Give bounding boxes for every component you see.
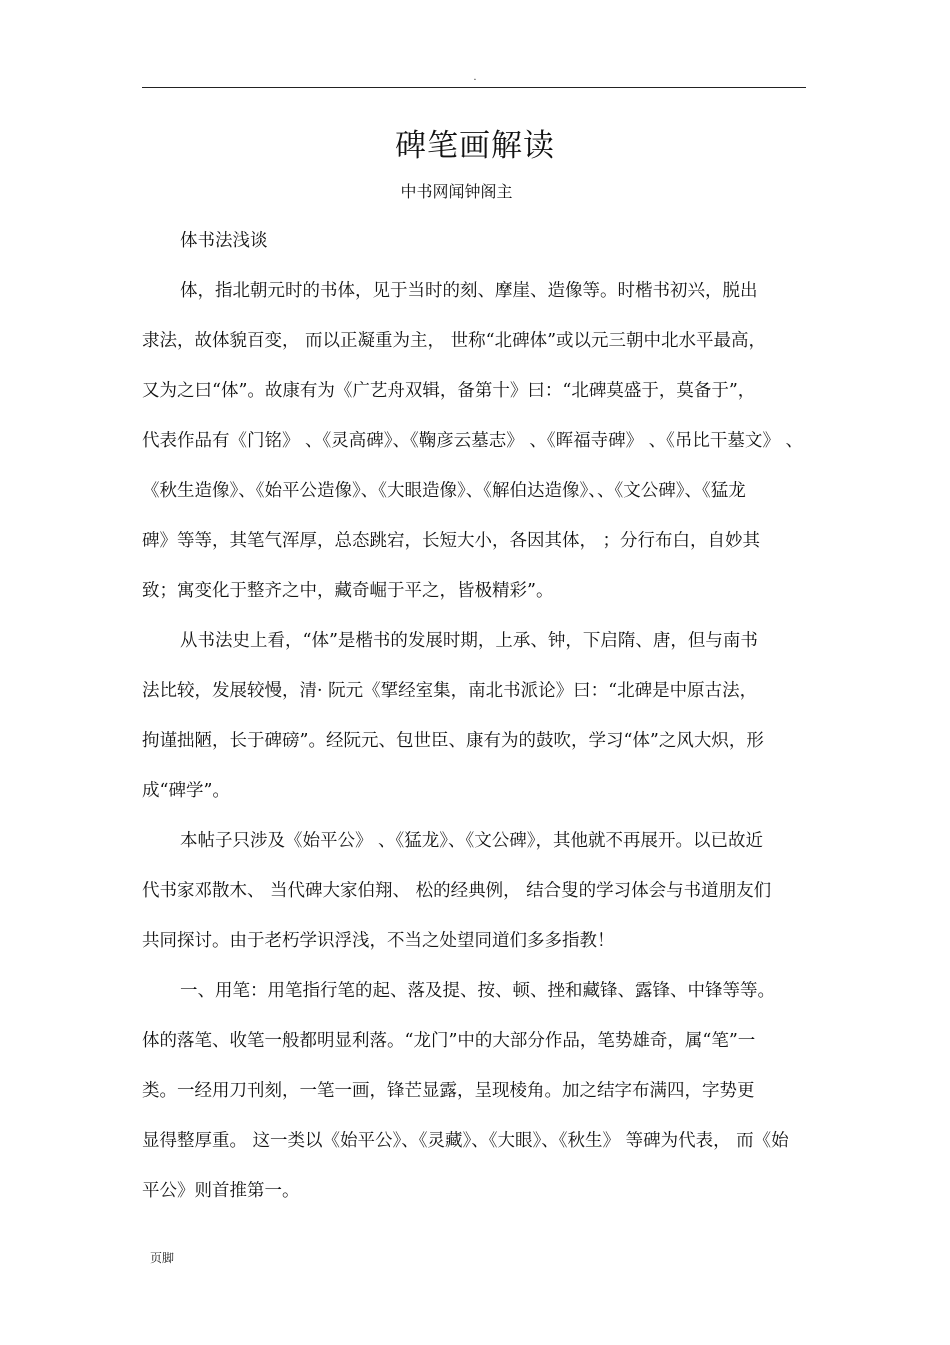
paragraph-line: 法比较，发展较慢，清· 阮元《揅经室集，南北书派论》曰：“北碑是中原古法， (142, 681, 758, 701)
header-rule (142, 87, 806, 88)
paragraph-line: 平公》则首推第一。 (142, 1181, 300, 1201)
paragraph-line: 隶法，故体貌百变， 而以正凝重为主， 世称“北碑体”或以元三朝中北水平最高， (142, 331, 767, 351)
paragraph-line: 拘谨拙陋，长于碑磅”。经阮元、包世臣、康有为的鼓吹，学习“体”之风大炽，形 (142, 731, 764, 751)
paragraph-line: 代书家邓散木、 当代碑大家伯翔、 松的经典例， 结合叟的学习体会与书道朋友们 (142, 881, 772, 901)
paragraph-line: 类。一经用刀刊刻，一笔一画，锋芒显露，呈现棱角。加之结字布满四，字势更 (142, 1081, 755, 1101)
paragraph-first-line: 一、用笔：用笔指行笔的起、落及提、按、顿、挫和藏锋、露锋、中锋等等。 (180, 981, 775, 1001)
paragraph-line: 碑》等等，其笔气浑厚，总态跳宕，长短大小，各因其体， ；分行布白，自妙其 (142, 531, 761, 551)
paragraph-line: 显得整厚重。 这一类以《始平公》、《灵藏》、《大眼》、《秋生》 等碑为代表， 而《始 (142, 1131, 789, 1151)
paragraph-line: 共同探讨。由于老朽学识浮浅，不当之处望同道们多多指教！ (142, 931, 615, 951)
paragraph-first-line: 体书法浅谈 (180, 231, 268, 251)
header-mark: . (473, 72, 477, 83)
paragraph-line: 体的落笔、收笔一般都明显利落。“龙门”中的大部分作品，笔势雄奇，属“笔”一 (142, 1031, 756, 1051)
page-footer: 页脚 (150, 1251, 175, 1265)
paragraph-line: 成“碑学”。 (142, 781, 230, 801)
paragraph-first-line: 本帖子只涉及《始平公》 、《猛龙》、《文公碑》，其他就不再展开。以已故近 (180, 831, 764, 851)
author-line: 中书网闻钟阁主 (400, 182, 513, 201)
paragraph-line: 《秋生造像》、《始平公造像》、《大眼造像》、《解伯达造像》、、《文公碑》、《猛龙 (142, 481, 746, 501)
page-title: 碑笔画解读 (395, 128, 555, 164)
paragraph-first-line: 体，指北朝元时的书体，见于当时的刻、摩崖、造像等。时楷书初兴，脱出 (180, 281, 758, 301)
paragraph-line: 代表作品有《门铭》 、《灵高碑》、《鞠彦云墓志》 、《晖福寺碑》 、《吊比干墓文》 、 (142, 431, 803, 451)
paragraph-line: 又为之曰“体”。故康有为《广艺舟双辑，备第十》曰：“北碑莫盛于，莫备于”， (142, 381, 756, 401)
paragraph-first-line: 从书法史上看，“体”是楷书的发展时期，上承、钟，下启隋、唐，但与南书 (180, 631, 758, 651)
paragraph-line: 致；寓变化于整齐之中，藏奇崛于平之，皆极精彩”。 (142, 581, 554, 601)
